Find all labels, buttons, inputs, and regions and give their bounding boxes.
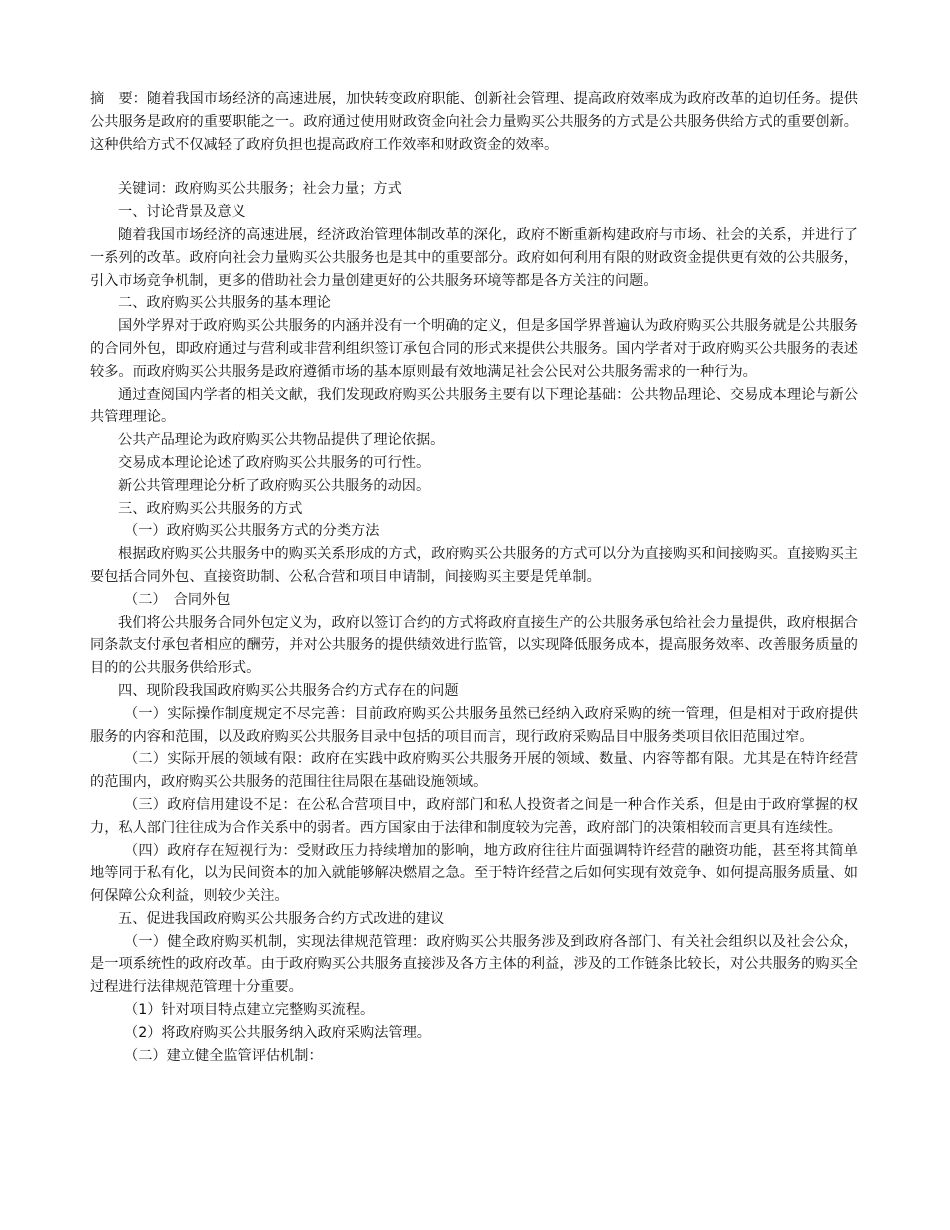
body-paragraph: 新公共管理理论分析了政府购买公共服务的动因。 <box>118 477 431 494</box>
body-paragraph: 通过查阅国内学者的相关文献，我们发现政府购买公共服务主要有以下理论基础：公共物品理论、交易成本理论与新公共管理理论。 <box>90 386 858 426</box>
body-paragraph: （三）政府信用建设不足：在公私合营项目中，政府部门和私人投资者之间是一种合作关系，但是由于政府掌握的权力，私人部门往往成为合作关系中的弱者。西方国家由于法律和制度较为完善，政府部门的决策相较而言更具有连续性。 <box>90 796 858 836</box>
body-paragraph: （四）政府存在短视行为：受财政压力持续增加的影响，地方政府往往片面强调特许经营的融资功能，甚至将其简单地等同于私有化，以为民间资本的加入就能够解决燃眉之急。至于特许经营之后如何实现有效竞争、如何提高服务质量、如何保障公众利益，则较少关注。 <box>90 842 858 905</box>
body-paragraph: 我们将公共服务合同外包定义为，政府以签订合约的方式将政府直接生产的公共服务承包给社会力量提供，政府根据合同条款支付承包者相应的酬劳，并对公共服务的提供绩效进行监管，以实现降低服务成本，提高服务效率、改善服务质量的目的的公共服务供给形式。 <box>90 614 858 677</box>
body-paragraph: 五、促进我国政府购买公共服务合约方式改进的建议 <box>118 910 445 927</box>
body-paragraph: （二） 合同外包 <box>124 591 231 608</box>
body-paragraph: 二、政府购买公共服务的基本理论 <box>118 295 331 312</box>
body-paragraph: 一、讨论背景及意义 <box>118 204 246 221</box>
body-paragraph: （2）将政府购买公共服务纳入政府采购法管理。 <box>124 1024 431 1041</box>
body-paragraph: 交易成本理论论述了政府购买公共服务的可行性。 <box>118 454 431 471</box>
document-page <box>90 88 858 1067</box>
body-paragraph: 随着我国市场经济的高速进展，经济政治管理体制改革的深化，政府不断重新构建政府与市场、社会的关系，并进行了一系列的改革。政府向社会力量购买公共服务也是其中的重要部分。政府如何利用有限的财政资金提供更有效的公共服务，引入市场竞争机制，更多的借助社会力量创建更好的公共服务环境等都是各方关注的问题。 <box>90 226 858 289</box>
abstract-paragraph: 摘 要：随着我国市场经济的高速进展，加快转变政府职能、创新社会管理、提高政府效率成为政府改革的迫切任务。提供公共服务是政府的重要职能之一。政府通过使用财政资金向社会力量购买公共服务的方式是公共服务供给方式的重要创新。这种供给方式不仅减轻了政府负担也提高政府工作效率和财政资金的效率。 <box>90 91 858 153</box>
body-paragraph: 国外学界对于政府购买公共服务的内涵并没有一个明确的定义，但是多国学界普遍认为政府购买公共服务就是公共服务的合同外包，即政府通过与营利或非营利组织签订承包合同的形式来提供公共服务。国内学者对于政府购买公共服务的表述较多。而政府购买公共服务是政府遵循市场的基本原则最有效地满足社会公民对公共服务需求的一种行为。 <box>90 318 858 380</box>
document-body <box>90 178 858 1067</box>
body-paragraph: （二）建立健全监管评估机制： <box>124 1047 323 1064</box>
body-paragraph: （二）实际开展的领域有限：政府在实践中政府购买公共服务开展的领域、数量、内容等都有限。尤其是在特许经营的范围内，政府购买公共服务的范围往往局限在基础设施领域。 <box>90 751 858 791</box>
body-paragraph: （1）针对项目特点建立完整购买流程。 <box>124 1002 375 1019</box>
body-paragraph: 四、现阶段我国政府购买公共服务合约方式存在的问题 <box>118 682 459 699</box>
body-paragraph: （一）政府购买公共服务方式的分类方法 <box>124 523 380 540</box>
body-paragraph: （一）实际操作制度规定不尽完善：目前政府购买公共服务虽然已经纳入政府采购的统一管理，但是相对于政府提供服务的内容和范围，以及政府购买公共服务目录中包括的项目而言，现行政府采购品目中服务类项目依旧范围过窄。 <box>90 705 858 745</box>
body-paragraph: （一）健全政府购买机制，实现法律规范管理：政府购买公共服务涉及到政府各部门、有关社会组织以及社会公众，是一项系统性的政府改革。由于政府购买公共服务直接涉及各方主体的利益，涉及的工作链条比较长，对公共服务的购买全过程进行法律规范管理十分重要。 <box>90 933 858 996</box>
body-paragraph: 根据政府购买公共服务中的购买关系形成的方式，政府购买公共服务的方式可以分为直接购买和间接购买。直接购买主要包括合同外包、直接资助制、公私合营和项目申请制，间接购买主要是凭单制。 <box>90 546 858 585</box>
body-paragraph: 公共产品理论为政府购买公共物品提供了理论依据。 <box>118 432 445 449</box>
body-paragraph: 三、政府购买公共服务的方式 <box>118 500 303 517</box>
body-paragraph: 关键词：政府购买公共服务；社会力量；方式 <box>118 181 402 198</box>
